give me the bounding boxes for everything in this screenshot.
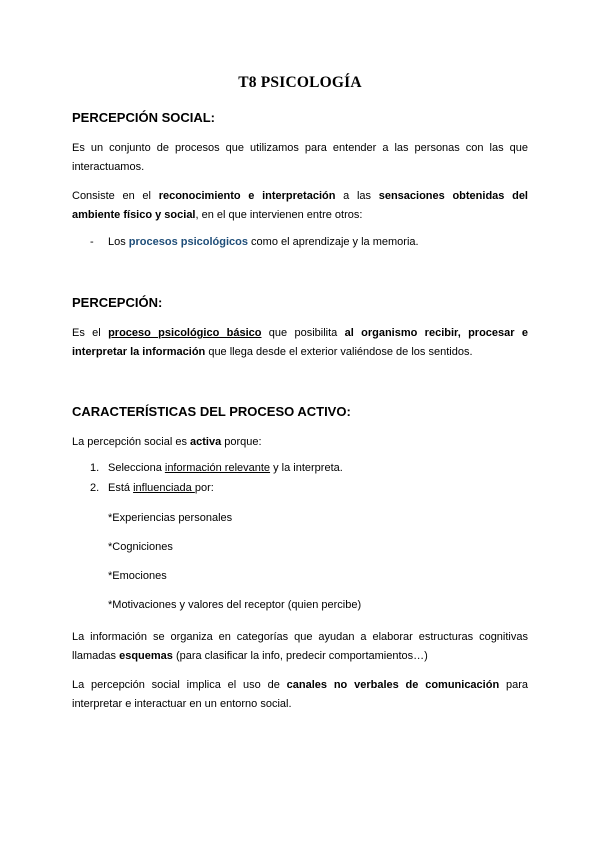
heading-percepcion-social: PERCEPCIÓN SOCIAL: — [72, 110, 216, 125]
list-number: 1. — [90, 462, 100, 474]
document-title: T8 PSICOLOGÍA — [238, 74, 362, 91]
paragraph-line — [72, 650, 428, 662]
heading-percepcion: PERCEPCIÓN: — [72, 295, 163, 310]
paragraph-consiste — [72, 187, 528, 225]
text: La percepción social implica el uso de — [72, 679, 287, 691]
underlined-text: información relevante — [164, 462, 271, 474]
highlight-text: procesos psicológicos — [128, 236, 248, 248]
text: La percepción social es — [72, 436, 191, 448]
paragraph-line — [72, 187, 528, 206]
underlined-bold-text: proceso psicológico básico — [108, 327, 262, 339]
text: Consiste en el — [72, 190, 159, 202]
sub-item: *Emociones — [108, 570, 167, 582]
paragraph-intro — [72, 433, 528, 452]
text: y la interpreta. — [270, 462, 343, 474]
dash-bullet: - — [90, 236, 94, 248]
paragraph-line — [72, 209, 362, 221]
text: (para clasificar la info, predecir comportamientos…) — [172, 650, 428, 662]
bold-text: al organismo recibir, procesar e — [344, 327, 529, 339]
bold-text: canales no verbales de comunicación — [286, 679, 500, 691]
bold-text: esquemas — [119, 650, 173, 662]
paragraph-line — [72, 676, 528, 695]
paragraph-definition — [72, 139, 528, 177]
sub-item: *Experiencias personales — [108, 512, 233, 524]
text: Es el — [72, 327, 109, 339]
sub-item: *Motivaciones y valores del receptor (quien percibe) — [108, 599, 362, 611]
paragraph-line: Es un conjunto de procesos que utilizamos para entender a las personas con las que — [72, 142, 528, 154]
text: por: — [194, 482, 214, 494]
paragraph-canales — [72, 676, 528, 714]
bold-text: reconocimiento e interpretación — [158, 190, 336, 202]
paragraph-line: interpretar e interactuar en un entorno social. — [72, 698, 292, 710]
paragraph-line: interactuamos. — [72, 161, 145, 173]
list-item — [108, 462, 343, 474]
paragraph-percepcion — [72, 324, 528, 362]
bold-text: interpretar la información — [72, 346, 206, 358]
bold-text: sensaciones obtenidas del — [378, 190, 528, 202]
text: llamadas — [72, 650, 120, 662]
paragraph-line — [72, 346, 473, 358]
paragraph-line: La información se organiza en categorías que ayudan a elaborar estructuras cognitivas — [72, 631, 528, 643]
text: Selecciona — [108, 462, 165, 474]
heading-caracteristicas: CARACTERÍSTICAS DEL PROCESO ACTIVO: — [72, 404, 351, 419]
bold-text: activa — [190, 436, 222, 448]
list-item — [108, 482, 214, 494]
paragraph-esquemas — [72, 628, 528, 666]
text: que posibilita — [261, 327, 345, 339]
text: como el aprendizaje y la memoria. — [248, 236, 419, 248]
text: , en el que intervienen entre otros: — [195, 209, 363, 221]
underlined-text: influenciada — [133, 482, 195, 494]
sub-item: *Cogniciones — [108, 541, 173, 553]
list-number: 2. — [90, 482, 100, 494]
text: porque: — [221, 436, 262, 448]
text: para — [499, 679, 529, 691]
text: Está — [108, 482, 134, 494]
bold-text: ambiente físico y social — [72, 209, 196, 221]
paragraph-line — [72, 324, 528, 343]
text: a las — [335, 190, 379, 202]
list-item — [108, 236, 419, 248]
text: que llega desde el exterior valiéndose de los sentidos. — [205, 346, 473, 358]
text: Los — [108, 236, 129, 248]
